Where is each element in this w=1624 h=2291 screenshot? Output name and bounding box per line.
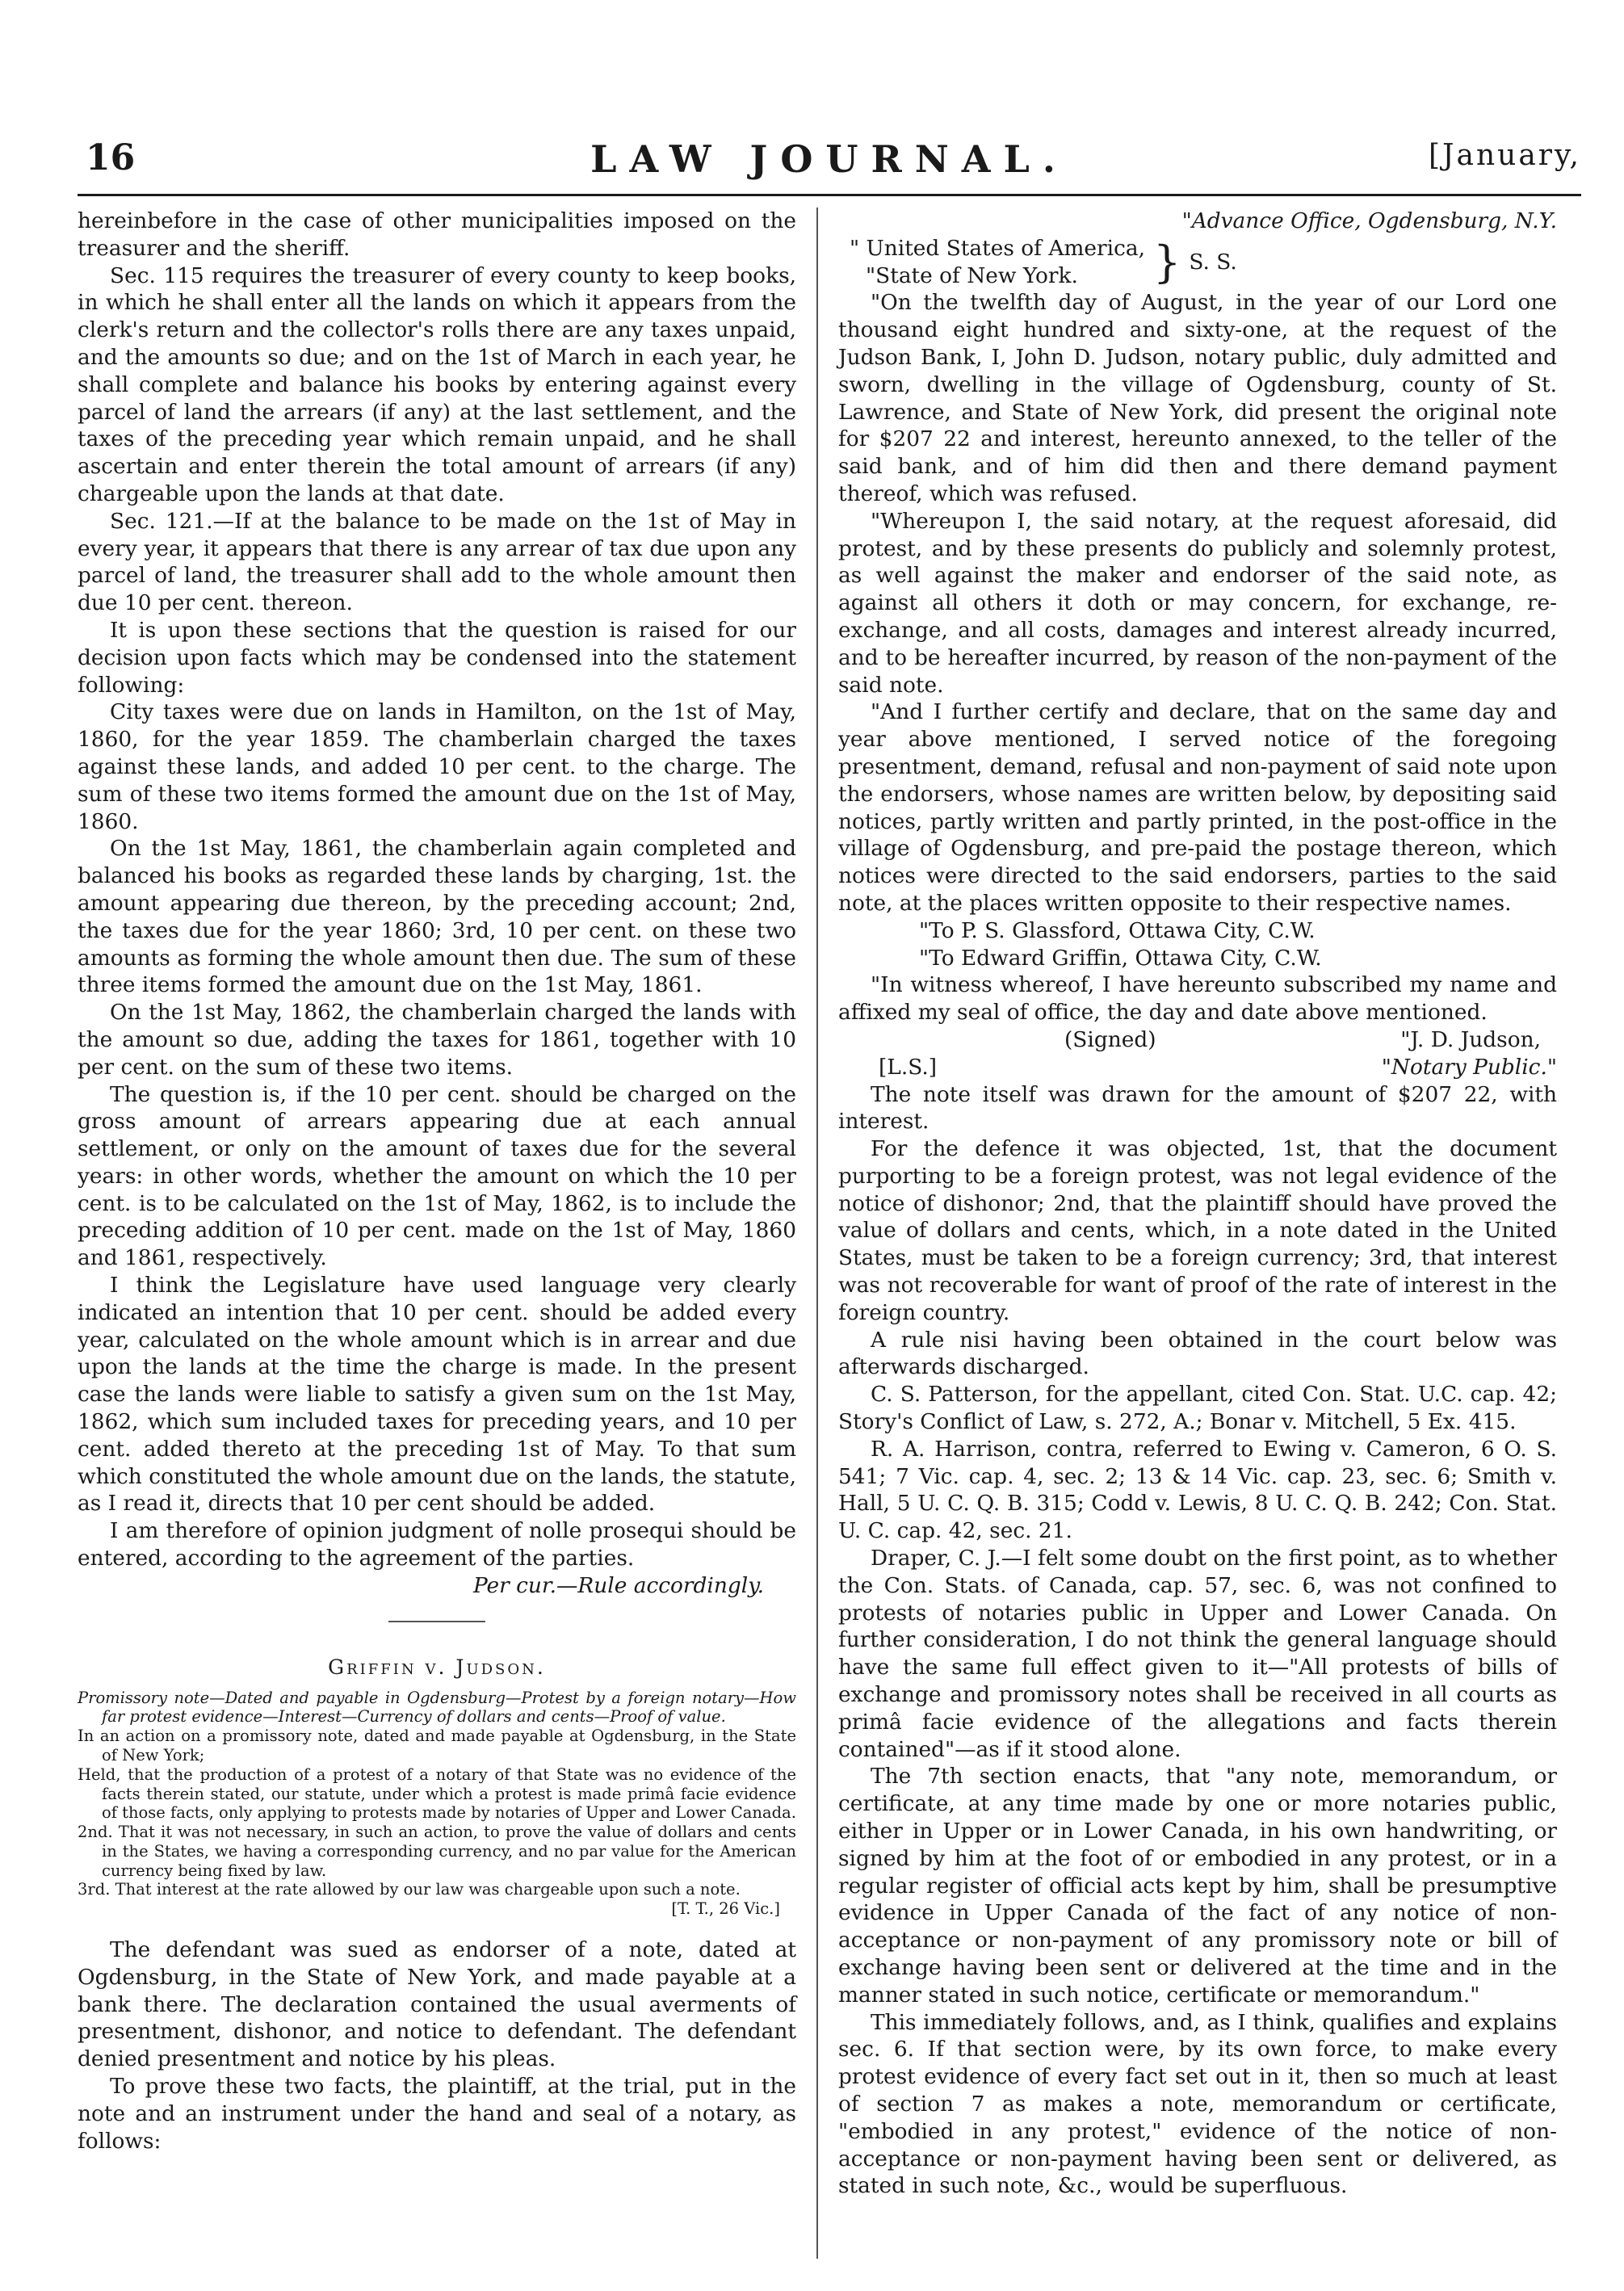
headnote-line: Held, that the production of a protest of a notary of that State was no evidence of the facts therein stated, our statute, under which a protest is made primâ facie evidence of those facts, only applying to protests made by notaries of Upper and Lower Canada. [78,1764,796,1823]
section-rule [388,1621,485,1622]
notary-title: "Notary Public." [1381,1054,1557,1080]
month-label: [January, [1429,139,1581,172]
headnote-ref: [T. T., 26 Vic.] [671,1899,780,1919]
paragraph: C. S. Patterson, for the appellant, cited Con. Stat. U.C. cap. 42; Story's Conflict of Law, s. 272, A.; Bonar v. Mitchell, 5 Ex. 415. [838,1382,1557,1435]
ss-label: S. S. [1189,249,1237,275]
paragraph: This immediately follows, and, as I think, qualifies and explains sec. 6. If that section were, by its own force, to make every protest evidence of every fact set out in it, then so much at least of section 7 as makes a note, memorandum or certificate, "embodied in any protest," evidence of the notice of non-acceptance or non-payment having been sent or delivered, as stated in such note, &c., would be superfluous. [838,2009,1557,2199]
headnote [78,1689,796,1919]
paragraph: The note itself was drawn for the amount of $207 22, with interest. [838,1081,1557,1135]
paragraph: hereinbefore in the case of other municipalities imposed on the treasurer and the sheriff. [78,208,796,261]
signed-label: (Signed) [1064,1026,1156,1052]
paragraph: On the 1st May, 1861, the chamberlain again completed and balanced his books as regarded these lands by charging, 1st. the amount appearing due thereon, by the preceding account; 2nd, the taxes due for the year 1860; 3rd, 10 per cent. on these two amounts as forming the whole amount then due. The sum of these three items formed the amount due on the 1st May, 1861. [78,836,796,998]
headnote-line: 2nd. That it was not necessary, in such an action, to prove the value of dollars and cents in the States, we having a corresponding currency, and no par value for the American currency being fixed by law. [78,1823,796,1880]
headnote-line: In an action on a promissory note, dated and made payable at Ogdensburg, in the State of New York; [78,1727,796,1764]
paragraph: A rule nisi having been obtained in the court below was afterwards discharged. [838,1327,1557,1380]
paragraph: Sec. 115 requires the treasurer of every county to keep books, in which he shall enter all the lands on which it appears from the clerk's return and the collector's rolls there are any taxes unpaid, and the amounts so due; and on the 1st of March in each year, he shall complete and balance his books by entering against every parcel of land the arrears (if any) at the last settlement, and the taxes of the preceding year which remain unpaid, and he shall ascertain and enter therein the total amount of arrears (if any) chargeable upon the lands at that date. [78,262,796,506]
paragraph: I am therefore of opinion judgment of nolle prosequi should be entered, according to the agreement of the parties. [78,1518,796,1571]
paragraph: The 7th section enacts, that "any note, memorandum, or certificate, at any time made by one or more notaries public, either in Upper or in Lower Canada, in his own handwriting, or signed by him at the foot of or embodied in any protest, or in a regular register of official acts kept by him, shall be presumptive evidence in Upper Canada of the fact of any notice of non-acceptance or non-payment of any promissory note or bill of exchange having been sent or delivered at the time and in the manner stated in such notice, certificate or memorandum." [838,1764,1557,2008]
paragraph: "Whereupon I, the said notary, at the request aforesaid, did protest, and by these presents do publicly and solemnly protest, as well against the maker and endorser of the said note, as against all others it doth or may concern, for exchange, re-exchange, and all costs, damages and interest already incurred, and to be hereafter incurred, by reason of the non-payment of the said note. [838,508,1557,698]
left-column [78,208,796,2155]
seal-row [838,1054,1557,1081]
per-cur: Per cur.—Rule accordingly. [472,1572,764,1598]
signature-row [838,1026,1557,1054]
paragraph: The defendant was sued as endorser of a note, dated at Ogdensburg, in the State of New York, and made payable at a bank there. The declaration contained the usual averments of presentment, dishonor, and notice to defendant. The defendant denied presentment and notice by his pleas. [78,1937,796,2072]
case-title: Griffin v. Judson. [328,1655,546,1679]
headnote-line: Promissory note—Dated and payable in Ogdensburg—Protest by a foreign notary—How far protest evidence—Interest—Currency of dollars and cents—Proof of value. [78,1688,796,1727]
paragraph: I think the Legislature have used language very clearly indicated an intention that 10 per cent. should be added every year, calculated on the whole amount which is in arrear and due upon the lands at the time the charge is made. In the present case the lands were liable to satisfy a given sum on the 1st May, 1862, which sum included taxes for preceding years, and 10 per cent. added thereto at the preceding 1st of May. To that sum which constituted the whole amount due on the lands, the statute, as I read it, directs that 10 per cent should be added. [78,1273,796,1517]
brace: } [1153,236,1181,287]
office-line: "Advance Office, Ogdensburg, N.Y. [1181,208,1557,233]
page-header [78,137,1581,196]
journal-page [78,137,1581,2199]
headnote-line: 3rd. That interest at the rate allowed by our law was chargeable upon such a note. [78,1880,741,1899]
right-column [838,208,1557,2200]
paragraph: Sec. 121.—If at the balance to be made on the 1st of May in every year, it appears that there is any arrear of tax due upon any parcel of land, the treasurer shall add to the whole amount then due 10 per cent. thereon. [78,508,796,616]
page-number: 16 [86,137,136,178]
address-line: "To P. S. Glassford, Ottawa City, C.W. [919,917,1316,943]
state-line: " United States of America, [850,235,1145,261]
paragraph: "In witness whereof, I have hereunto subscribed my name and affixed my seal of office, the day and date above mentioned. [838,972,1557,1026]
paragraph: Draper, C. J.—I felt some doubt on the first point, as to whether the Con. Stats. of Canada, cap. 57, sec. 6, was not confined to protests of notaries public in Upper and Lower Canada. On further consideration, I do not think the general language should have the same full effect given to it—"All protests of bills of exchange and promissory notes shall be received in all courts as primâ facie evidence of the allegations and facts therein contained"—as if it stood alone. [838,1546,1557,1762]
paragraph: R. A. Harrison, contra, referred to Ewing v. Cameron, 6 O. S. 541; 7 Vic. cap. 4, sec. 2; 13 & 14 Vic. cap. 23, sec. 6; Smith v. Hall, 5 U. C. Q. B. 315; Codd v. Lewis, 8 U. C. Q. B. 242; Con. Stat. U. C. cap. 42, sec. 21. [838,1436,1557,1544]
paragraph: The question is, if the 10 per cent. should be charged on the gross amount of arrears appearing due at each annual settlement, or only on the amount of taxes due for the several years: in other words, whether the amount on which the 10 per cent. is to be calculated on the 1st of May, 1862, is to include the preceding addition of 10 per cent. made on the 1st of May, 1860 and 1861, respectively. [78,1081,796,1271]
paragraph: On the 1st May, 1862, the chamberlain charged the lands with the amount so due, adding the taxes for 1861, together with 10 per cent. on the sum of these two items. [78,1000,796,1080]
paragraph: It is upon these sections that the question is raised for our decision upon facts which may be condensed into the statement following: [78,617,796,698]
seal-label: [L.S.] [879,1054,938,1080]
state-line: "State of New York. [866,262,1078,288]
signer-name: "J. D. Judson, [1400,1026,1541,1052]
address-line: "To Edward Griffin, Ottawa City, C.W. [919,945,1322,971]
paragraph: City taxes were due on lands in Hamilton, on the 1st of May, 1860, for the year 1859. The chamberlain charged the taxes against these lands, and added 10 per cent. to the charge. The sum of these two items formed the amount due on the 1st of May, 1860. [78,699,796,834]
paragraph: To prove these two facts, the plaintiff, at the trial, put in the note and an instrument under the hand and seal of a notary, as follows: [78,2074,796,2154]
paragraph: "On the twelfth day of August, in the year of our Lord one thousand eight hundred and sixty-one, at the request of the Judson Bank, I, John D. Judson, notary public, duly admitted and sworn, dwelling in the village of Ogdensburg, county of St. Lawrence, and State of New York, did present the original note for $207 22 and interest, hereunto annexed, to the teller of the said bank, and of him did then and there demand payment thereof, which was refused. [838,290,1557,506]
paragraph: For the defence it was objected, 1st, that the document purporting to be a foreign protest, was not legal evidence of the notice of dishonor; 2nd, that the plaintiff should have proved the value of dollars and cents, which, in a note dated in the United States, must be taken to be a foreign currency; 3rd, that interest was not recoverable for want of proof of the rate of interest in the foreign country. [838,1136,1557,1325]
column-divider [816,208,818,2259]
journal-title: LAW JOURNAL. [590,137,1068,181]
paragraph: "And I further certify and declare, that on the same day and year above mentioned, I served notice of the foregoing presentment, demand, refusal and non-payment of said note upon the endorsers, whose names are written below, by depositing said notices, partly written and partly printed, in the post-office in the village of Ogdensburg, and pre-paid the postage thereon, which notices were directed to the said endorsers, parties to the said note, at the places written opposite to their respective names. [838,699,1557,916]
state-block [838,235,1557,290]
